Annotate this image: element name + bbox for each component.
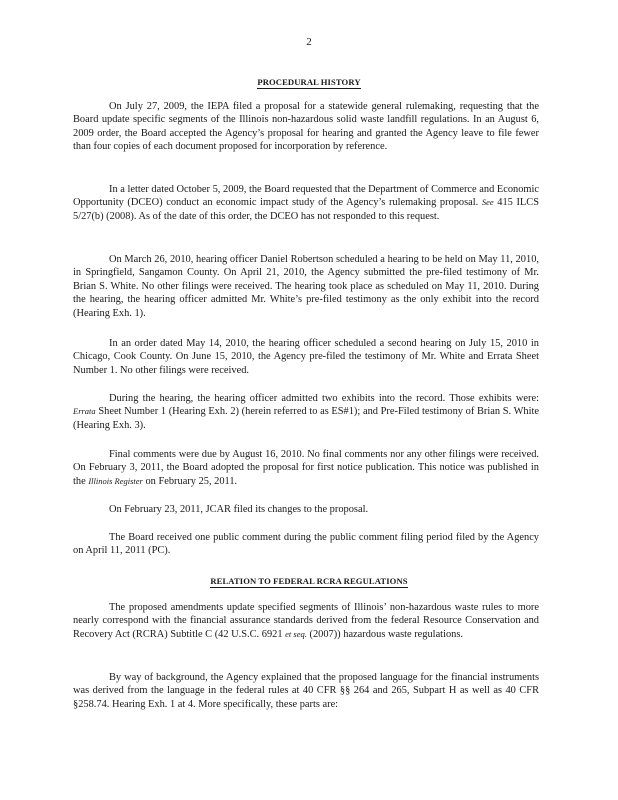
paragraph-second-hearing	[73, 337, 539, 377]
dceo-citation-text: 415 ILCS 5/27(b) (2008). As of the date of this order, the DCEO has not responded to this request.	[73, 197, 539, 222]
see-signal: See	[481, 197, 494, 208]
paragraph-public-comment	[73, 531, 539, 558]
paragraph-iepa-proposal	[73, 100, 539, 154]
paragraph-dceo-letter	[73, 183, 539, 223]
paragraph-proposed-amendments	[73, 601, 539, 641]
page-number: 2	[306, 36, 312, 48]
exhibits-text: During the hearing, the hearing officer admitted two exhibits into the record. Those exhibits were:	[109, 393, 539, 404]
heading-procedural-history	[0, 76, 618, 89]
heading-procedural-history-text: PROCEDURAL HISTORY	[257, 77, 361, 87]
publication-date-text: on February 25, 2011.	[145, 475, 238, 487]
paragraph-jcar-text: On February 23, 2011, JCAR filed its changes to the proposal.	[109, 504, 369, 515]
heading-relation-to-federal-text: RELATION TO FEDERAL RCRA REGULATIONS	[210, 576, 408, 586]
final-comments-text: Final comments were due by August 16, 2010. No final comments nor any other filings were received. On February 3, 2011, the Board adopted the proposal for first notice publication. This notice was published in the	[73, 449, 539, 487]
illinois-register-title: Illinois Register	[88, 475, 143, 486]
paragraph-background-text: By way of background, the Agency explained that the proposed language for the financial instruments was derived from the language in the federal rules at 40 CFR §§ 264 and 265, Subpart H as well as 40 CFR §258.74. Hearing Exh. 1 at 4. More specifically, these parts are:	[73, 672, 539, 710]
paragraph-second-hearing-text: In an order dated May 14, 2010, the hearing officer scheduled a second hearing on July 15, 2010 in Chicago, Cook County. On June 15, 2010, the Agency pre-filed the testimony of Mr. White and Errata Sheet Number 1. No other filings were received.	[73, 338, 539, 376]
amendments-text: The proposed amendments update specified segments of Illinois’ non-hazardous waste rules to more nearly correspond with the financial assurance standards derived from the federal Resource Conservation and Recovery Act (RCRA) Subtitle C (42 U.S.C. 6921	[73, 602, 539, 640]
paragraph-public-comment-text: The Board received one public comment during the public comment filing period filed by the Agency on April 11, 2011 (PC).	[73, 532, 539, 557]
heading-relation-to-federal	[0, 575, 618, 588]
paragraph-final-comments	[73, 448, 539, 488]
et-seq-term: et seq.	[285, 628, 307, 639]
paragraph-first-hearing	[73, 253, 539, 320]
paragraph-exhibits	[73, 392, 539, 432]
paragraph-first-hearing-text: On March 26, 2010, hearing officer Daniel Robertson scheduled a hearing to be held on May 11, 2010, in Springfield, Sangamon County. On April 21, 2010, the Agency submitted the pre-filed testimony of Mr. Brian S. White. No other filings were received. The hearing took place as scheduled on May 11, 2010. During the hearing, the hearing officer admitted Mr. White’s pre-filed testimony as the only exhibit into the record (Hearing Exh. 1).	[73, 254, 539, 319]
errata-term: Errata	[73, 406, 96, 417]
paragraph-background	[73, 671, 539, 711]
amendments-tail-text: (2007)) hazardous waste regulations.	[309, 628, 463, 640]
paragraph-iepa-proposal-text: On July 27, 2009, the IEPA filed a proposal for a statewide general rulemaking, requesting that the Board update specific segments of the Illinois non-hazardous solid waste landfill regulations. In an August 6, 2009 order, the Board accepted the Agency’s proposal for hearing and granted the Agency leave to file fewer than four copies of each document proposed for incorporation by reference.	[73, 101, 539, 153]
dceo-letter-text: In a letter dated October 5, 2009, the Board requested that the Department of Commerce and Economic Opportunity (DCEO) conduct an economic impact study of the Agency’s rulemaking proposal.	[73, 184, 539, 209]
paragraph-jcar	[73, 503, 539, 516]
exhibits-list-text: Sheet Number 1 (Hearing Exh. 2) (herein referred to as ES#1); and Pre-Filed testimony of Brian S. White (Hearing Exh. 3).	[73, 406, 539, 431]
